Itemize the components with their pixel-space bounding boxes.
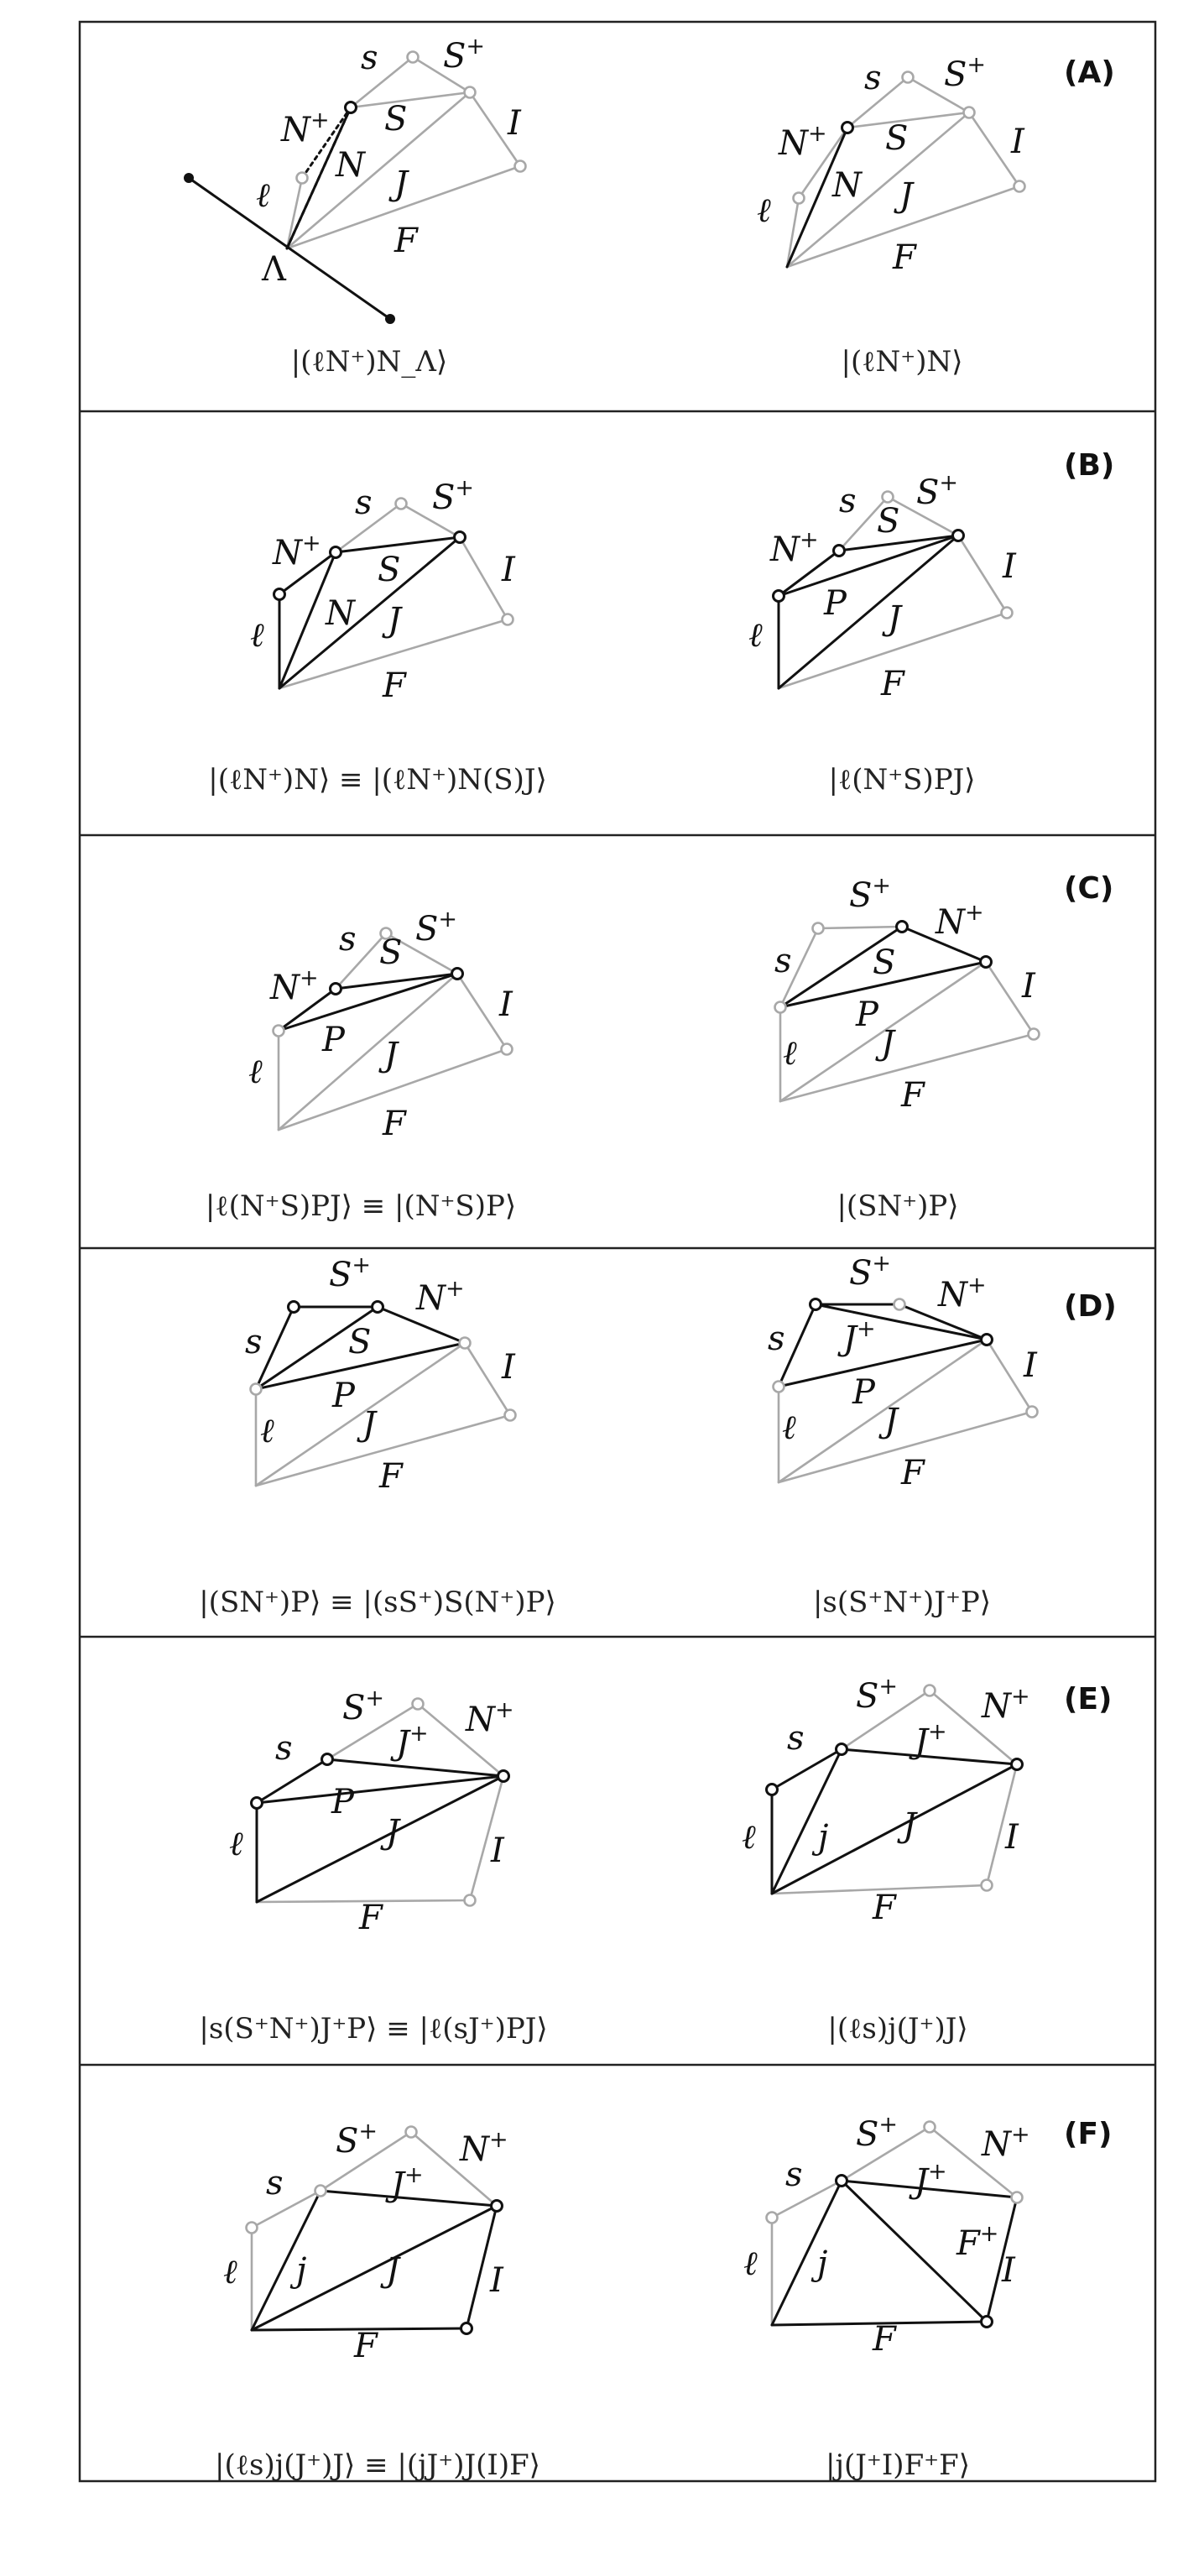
diagram-label: S — [877, 502, 900, 541]
diagram-label: S+ — [856, 2112, 899, 2154]
diagram-label: N+ — [779, 121, 827, 163]
edge — [787, 198, 799, 267]
diagram-label: ℓ — [223, 2253, 237, 2291]
diagram-label: s — [768, 1319, 785, 1358]
diagram-label: P — [856, 995, 878, 1034]
diagram-label: ℓ — [229, 1825, 243, 1863]
diagram-label: S — [348, 1323, 372, 1361]
diagram-label: s — [361, 39, 378, 77]
diagram-label: N — [336, 146, 365, 185]
diagram-label: ℓ — [742, 1818, 756, 1857]
panel-tag-a: (A) — [1064, 55, 1115, 90]
diagram-label: I — [1011, 123, 1024, 161]
panel-frames — [80, 22, 1155, 2481]
diagram-label: J+ — [915, 2159, 947, 2201]
caption-e-left: |s(S⁺N⁺)J⁺P⟩ ≡ |ℓ(sJ⁺)PJ⟩ — [199, 2012, 548, 2046]
diagram-label: J — [899, 176, 914, 215]
diagram-label: s — [275, 1729, 293, 1768]
diagram-label: J — [388, 601, 402, 640]
vertex-node — [461, 2323, 472, 2334]
diagram-label: J+ — [843, 1316, 876, 1358]
diagram-c-left — [248, 907, 513, 1143]
diagram-label: j — [818, 1818, 829, 1857]
diagram-label: ℓ — [757, 191, 771, 230]
diagram-label: ℓ — [250, 616, 264, 655]
vertex-node — [322, 1754, 333, 1765]
vertex-node — [455, 532, 466, 543]
diagram-label: I — [490, 2261, 503, 2300]
vertex-node — [498, 1771, 509, 1782]
diagram-label: s — [355, 483, 373, 522]
vertex-node — [834, 546, 845, 556]
diagram-label: J+ — [391, 2162, 424, 2204]
diagram-label: s — [245, 1323, 263, 1361]
diagram-label: N+ — [416, 1276, 465, 1318]
diagram-label: S+ — [342, 1685, 385, 1727]
edge — [772, 2181, 842, 2325]
diagram-label: ℓ — [260, 1412, 274, 1450]
vertex-node — [813, 923, 824, 934]
diagram-label: F — [873, 1889, 896, 1927]
caption-d-left: |(SN⁺)P⟩ ≡ |(sS⁺)S(N⁺)P⟩ — [199, 1586, 556, 1619]
vertex-node — [396, 499, 407, 509]
vertex-node — [925, 2122, 936, 2133]
caption-c-right: |(SN⁺)P⟩ — [837, 1189, 959, 1223]
edge — [460, 537, 508, 619]
edge — [779, 1340, 987, 1482]
vertex-node — [897, 922, 908, 933]
vertex-node — [842, 123, 853, 133]
vertex-node — [465, 1895, 476, 1906]
diagram-label: j — [296, 2251, 307, 2290]
vertex-node — [953, 530, 964, 541]
lambda-endpoint — [385, 314, 395, 324]
diagram-label: ℓ — [256, 176, 270, 215]
vertex-node — [982, 1335, 993, 1345]
diagram-label: F — [873, 2320, 896, 2359]
diagram-label: S+ — [432, 475, 475, 517]
diagram-label: S — [384, 100, 408, 138]
diagram-label: s — [266, 2164, 284, 2202]
vertex-node — [492, 2201, 503, 2212]
diagram-label: s — [774, 942, 792, 980]
diagram-label: S+ — [849, 873, 892, 915]
diagram-label: F — [354, 2327, 378, 2365]
diagram-label: N+ — [982, 2122, 1030, 2164]
diagram-label: F — [901, 1454, 925, 1492]
diagram-label: N — [326, 594, 355, 633]
edge — [772, 1764, 1017, 1894]
diagram-f-left — [223, 2119, 508, 2365]
vertex-node — [452, 969, 463, 980]
diagram-label: J+ — [915, 1719, 947, 1761]
caption-f-left: |(ℓs)j(J⁺)J⟩ ≡ |(jJ⁺)J(I)F⟩ — [215, 2448, 540, 2482]
edge — [321, 2191, 497, 2206]
diagram-f-right — [743, 2112, 1030, 2359]
vertex-node — [408, 52, 419, 63]
vertex-node — [460, 1338, 471, 1349]
diagram-a-left — [184, 34, 526, 324]
edge — [779, 536, 958, 688]
vertex-node — [1014, 181, 1025, 192]
edge — [257, 1776, 503, 1902]
diagram-label: S — [873, 943, 896, 982]
diagram-label: P — [322, 1021, 345, 1059]
diagram-label: N+ — [466, 1697, 514, 1739]
diagram-label: I — [1024, 1346, 1037, 1385]
vertex-node — [413, 1699, 424, 1710]
vertex-node — [331, 984, 341, 995]
edge — [252, 2191, 321, 2330]
diagram-label: N+ — [281, 107, 330, 149]
diagram-label: S+ — [849, 1251, 892, 1293]
edge — [252, 2206, 497, 2330]
vertex-node — [837, 1744, 847, 1755]
diagram-label: s — [339, 920, 357, 959]
vertex-node — [982, 1880, 993, 1891]
vertex-node — [252, 1798, 263, 1809]
diagram-label: J — [386, 1813, 400, 1852]
vertex-node — [925, 1685, 936, 1696]
vertex-node — [794, 193, 805, 204]
vertex-node — [289, 1302, 300, 1313]
vertex-node — [767, 1784, 778, 1795]
vertex-node — [837, 2176, 847, 2187]
vertex-node — [251, 1384, 262, 1395]
diagram-label: F — [901, 1076, 925, 1115]
diagram-label: s — [839, 482, 857, 520]
diagram-b-left — [250, 475, 516, 705]
vertex-node — [883, 492, 894, 503]
vertex-node — [274, 1026, 284, 1037]
diagram-label: I — [491, 1831, 504, 1870]
diagram-label: N+ — [982, 1684, 1030, 1726]
diagram-label: I — [1002, 2251, 1015, 2290]
diagram-label: P — [332, 1377, 355, 1415]
caption-a-left: |(ℓN⁺)N_Λ⟩ — [290, 345, 448, 379]
diagram-e-left — [229, 1685, 514, 1937]
diagram-label: s — [864, 59, 882, 97]
diagram-label: S — [885, 119, 909, 158]
diagram-label: I — [502, 1348, 515, 1387]
caption-b-right: |ℓ(N⁺S)PJ⟩ — [828, 763, 976, 797]
edge — [818, 927, 902, 928]
diagram-label: J — [362, 1405, 377, 1444]
vertex-node — [767, 2213, 778, 2223]
diagram-label: S+ — [944, 52, 987, 94]
caption-e-right: |(ℓs)j(J⁺)J⟩ — [827, 2012, 968, 2046]
diagram-label: P — [824, 584, 847, 623]
edge — [279, 537, 460, 688]
diagram-label: ℓ — [783, 1034, 797, 1073]
diagram-label: N+ — [273, 530, 321, 572]
diagram-label: N+ — [936, 900, 984, 942]
vertex-node — [406, 2127, 417, 2138]
diagram-label: I — [1003, 547, 1016, 586]
diagram-label: S+ — [856, 1674, 899, 1716]
diagram-label: J — [903, 1806, 917, 1845]
edge — [189, 178, 390, 319]
edge — [842, 1749, 1017, 1764]
caption-d-right: |s(S⁺N⁺)J⁺P⟩ — [812, 1586, 992, 1619]
diagram-label: P — [852, 1373, 875, 1412]
edge — [772, 2181, 842, 2218]
panel-tag-e: (E) — [1064, 1682, 1113, 1716]
diagram-label: I — [499, 985, 513, 1024]
vertex-node — [982, 2317, 993, 2328]
diagram-label: F — [359, 1899, 383, 1937]
diagram-label: I — [1005, 1818, 1019, 1857]
edge — [351, 92, 470, 107]
vertex-node — [373, 1302, 383, 1313]
diagram-label: S+ — [336, 2119, 378, 2161]
diagram-label: F+ — [956, 2221, 999, 2263]
vertex-node — [775, 1002, 786, 1013]
vertex-node — [465, 87, 476, 98]
vertex-node — [894, 1299, 905, 1310]
panel-tag-f: (F) — [1064, 2117, 1113, 2151]
diagram-label: N+ — [938, 1272, 987, 1314]
vertex-node — [502, 1044, 513, 1055]
vertex-node — [1029, 1029, 1040, 1040]
diagram-label: I — [502, 551, 515, 589]
diagram-label: J+ — [396, 1721, 429, 1763]
caption-f-right: |j(J⁺I)F⁺F⟩ — [826, 2448, 970, 2482]
diagram-label: S+ — [329, 1252, 372, 1294]
diagram-d-left — [245, 1252, 516, 1496]
diagram-label: N — [832, 166, 862, 205]
panel-tag-b: (B) — [1064, 448, 1115, 483]
outer-frame — [80, 22, 1155, 2481]
edge — [327, 1759, 503, 1776]
diagram-c-right — [774, 873, 1040, 1115]
diagram-label: F — [881, 665, 904, 703]
vertex-node — [247, 2223, 258, 2234]
diagram-label: J — [394, 165, 409, 203]
diagram-e-right — [742, 1674, 1030, 1927]
diagram-label: N+ — [270, 965, 319, 1007]
diagram-label: S — [378, 551, 401, 589]
diagram-label: J — [884, 1402, 899, 1440]
vertex-node — [903, 72, 914, 83]
vertex-node — [1012, 2192, 1023, 2203]
vertex-node — [981, 957, 992, 968]
vertex-node — [774, 591, 784, 602]
lambda-endpoint — [184, 173, 194, 183]
vertex-node — [774, 1382, 784, 1393]
diagram-label: F — [383, 666, 406, 705]
diagram-label: ℓ — [782, 1408, 796, 1447]
diagram-label: I — [1022, 967, 1035, 1006]
vertex-node — [1002, 608, 1013, 619]
diagram-label: F — [383, 1105, 406, 1143]
diagram-label: J — [384, 1036, 399, 1074]
caption-c-left: |ℓ(N⁺S)PJ⟩ ≡ |(N⁺S)P⟩ — [205, 1189, 517, 1223]
vertex-node — [964, 107, 975, 118]
diagram-label: N+ — [460, 2127, 508, 2169]
diagram-label: F — [394, 222, 418, 260]
diagram-label: s — [787, 1719, 805, 1758]
diagram-a-right — [757, 52, 1025, 277]
diagram-label: F — [379, 1457, 403, 1496]
vertex-node — [315, 2186, 326, 2197]
vertex-node — [1027, 1407, 1038, 1418]
vertex-node — [1012, 1759, 1023, 1770]
diagram-label: j — [817, 2244, 828, 2283]
diagram-label: P — [331, 1783, 354, 1821]
edge — [279, 974, 457, 1130]
diagram-label: s — [785, 2155, 803, 2194]
panel-tag-c: (C) — [1064, 871, 1114, 906]
diagram-label: J — [386, 2251, 400, 2290]
caption-a-right: |(ℓN⁺)N⟩ — [841, 345, 963, 379]
diagram-label: S — [379, 933, 403, 972]
diagram-label: ℓ — [248, 1053, 263, 1091]
diagram-label: F — [893, 238, 916, 277]
caption-b-left: |(ℓN⁺)N⟩ ≡ |(ℓN⁺)N(S)J⟩ — [208, 763, 547, 797]
vertex-node — [274, 589, 285, 600]
diagram-label: S+ — [443, 34, 486, 76]
diagram-label: J — [881, 1024, 895, 1063]
diagram-label: ℓ — [748, 616, 763, 655]
edge — [779, 1340, 987, 1387]
edge — [847, 112, 969, 128]
diagram-label: I — [508, 104, 521, 143]
diagram-label: J — [888, 599, 902, 638]
diagram-label: ℓ — [743, 2244, 758, 2283]
panel-tag-d: (D) — [1064, 1289, 1117, 1324]
vertex-node — [505, 1410, 516, 1421]
edge — [958, 536, 1007, 613]
vertex-node — [331, 547, 341, 558]
diagram-d-right — [768, 1251, 1038, 1492]
diagram-label: N+ — [770, 527, 819, 569]
lambda-label: Λ — [262, 250, 286, 289]
vertex-node — [346, 102, 357, 113]
edge — [336, 974, 457, 989]
vertex-node — [810, 1299, 821, 1310]
diagram-b-right — [748, 470, 1017, 703]
edge — [772, 1749, 842, 1894]
vertex-node — [297, 173, 308, 184]
edge — [256, 1343, 465, 1486]
diagram-label: S+ — [415, 907, 458, 948]
diagram-label: S+ — [916, 470, 959, 512]
vertex-node — [503, 614, 513, 625]
vertex-node — [515, 161, 526, 172]
